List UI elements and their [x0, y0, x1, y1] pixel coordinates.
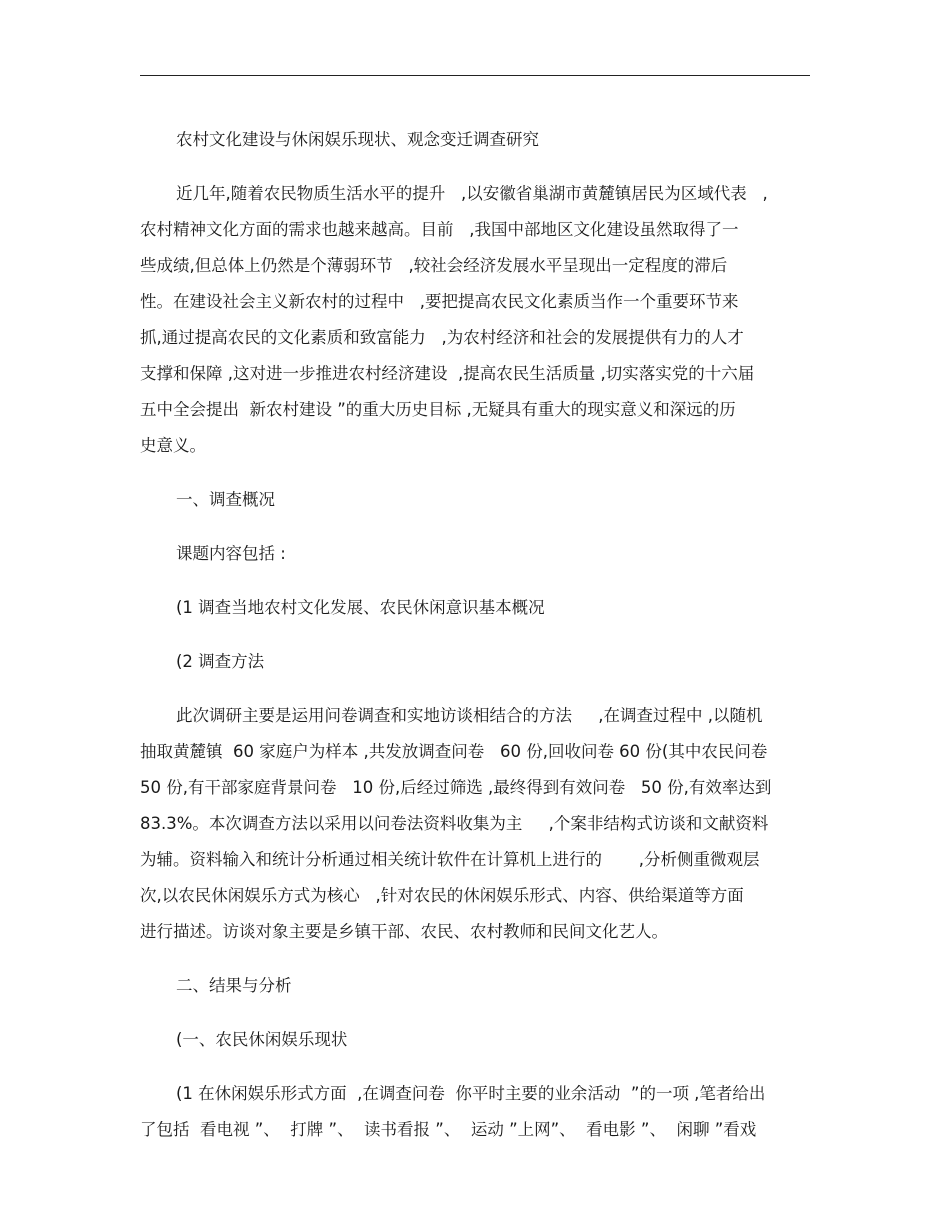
result-paragraph: [140, 1076, 810, 1148]
topic-intro: 课题内容包括 :: [176, 544, 286, 563]
method-line: 次,以农民休闲娱乐方式为核心 ,针对农民的休闲娱乐形式、内容、供给渠道等方面: [140, 886, 744, 905]
method-line: 抽取黄麓镇 60 家庭户为样本 ,共发放调查问卷 60 份,回收问卷 60 份(其中农民问卷: [140, 742, 768, 761]
intro-line: 支撑和保障 ,这对进一步推进农村经济建设 ,提高农民生活质量 ,切实落实党的十六届: [140, 364, 755, 383]
result-line: (1 在休闲娱乐形式方面 ,在调查问卷 你平时主要的业余活动 ”的一项 ,笔者给出: [176, 1084, 766, 1103]
intro-line: 近几年,随着农民物质生活水平的提升 ,以安徽省巢湖市黄麓镇居民为区域代表 ,: [176, 184, 768, 203]
intro-line: 史意义。: [140, 436, 206, 455]
method-line: 进行描述。访谈对象主要是乡镇干部、农民、农村教师和民间文化艺人。: [140, 922, 668, 941]
method-line: 此次调研主要是运用问卷调查和实地访谈相结合的方法 ,在调查过程中 ,以随机: [176, 706, 763, 725]
intro-line: 些成绩,但总体上仍然是个薄弱环节 ,较社会经济发展水平呈现出一定程度的滞后: [140, 256, 728, 275]
section-heading: 一、调查概况: [176, 490, 275, 509]
intro-line: 五中全会提出 新农村建设 ”的重大历史目标 ,无疑具有重大的现实意义和深远的历: [140, 400, 736, 419]
subsection-heading: (一、农民休闲娱乐现状: [176, 1030, 348, 1049]
result-line: 了包括 看电视 ”、 打牌 ”、 读书看报 ”、 运动 ”上网”、 看电影 ”、 闲聊 ”看戏: [140, 1120, 757, 1139]
header-rule: [140, 75, 810, 76]
intro-line: 抓,通过提高农民的文化素质和致富能力 ,为农村经济和社会的发展提供有力的人才: [140, 328, 744, 347]
document-body: [140, 122, 810, 1148]
list-item: (2 调查方法: [176, 652, 265, 671]
list-item: (1 调查当地农村文化发展、农民休闲意识基本概况: [176, 598, 545, 617]
intro-paragraph: [140, 176, 810, 464]
intro-line: 农村精神文化方面的需求也越来越高。目前 ,我国中部地区文化建设虽然取得了一: [140, 220, 739, 239]
method-paragraph: [140, 698, 810, 950]
document-title: 农村文化建设与休闲娱乐现状、观念变迁调查研究: [176, 130, 539, 149]
method-line: 为辅。资料输入和统计分析通过相关统计软件在计算机上进行的 ,分析侧重微观层: [140, 850, 760, 869]
method-line: 83.3%。本次调查方法以采用以问卷法资料收集为主 ,个案非结构式访谈和文献资料: [140, 814, 769, 833]
intro-line: 性。在建设社会主义新农村的过程中 ,要把提高农民文化素质当作一个重要环节来: [140, 292, 739, 311]
section-heading: 二、结果与分析: [176, 976, 292, 995]
method-line: 50 份,有干部家庭背景问卷 10 份,后经过筛选 ,最终得到有效问卷 50 份,有效率达到: [140, 778, 772, 797]
